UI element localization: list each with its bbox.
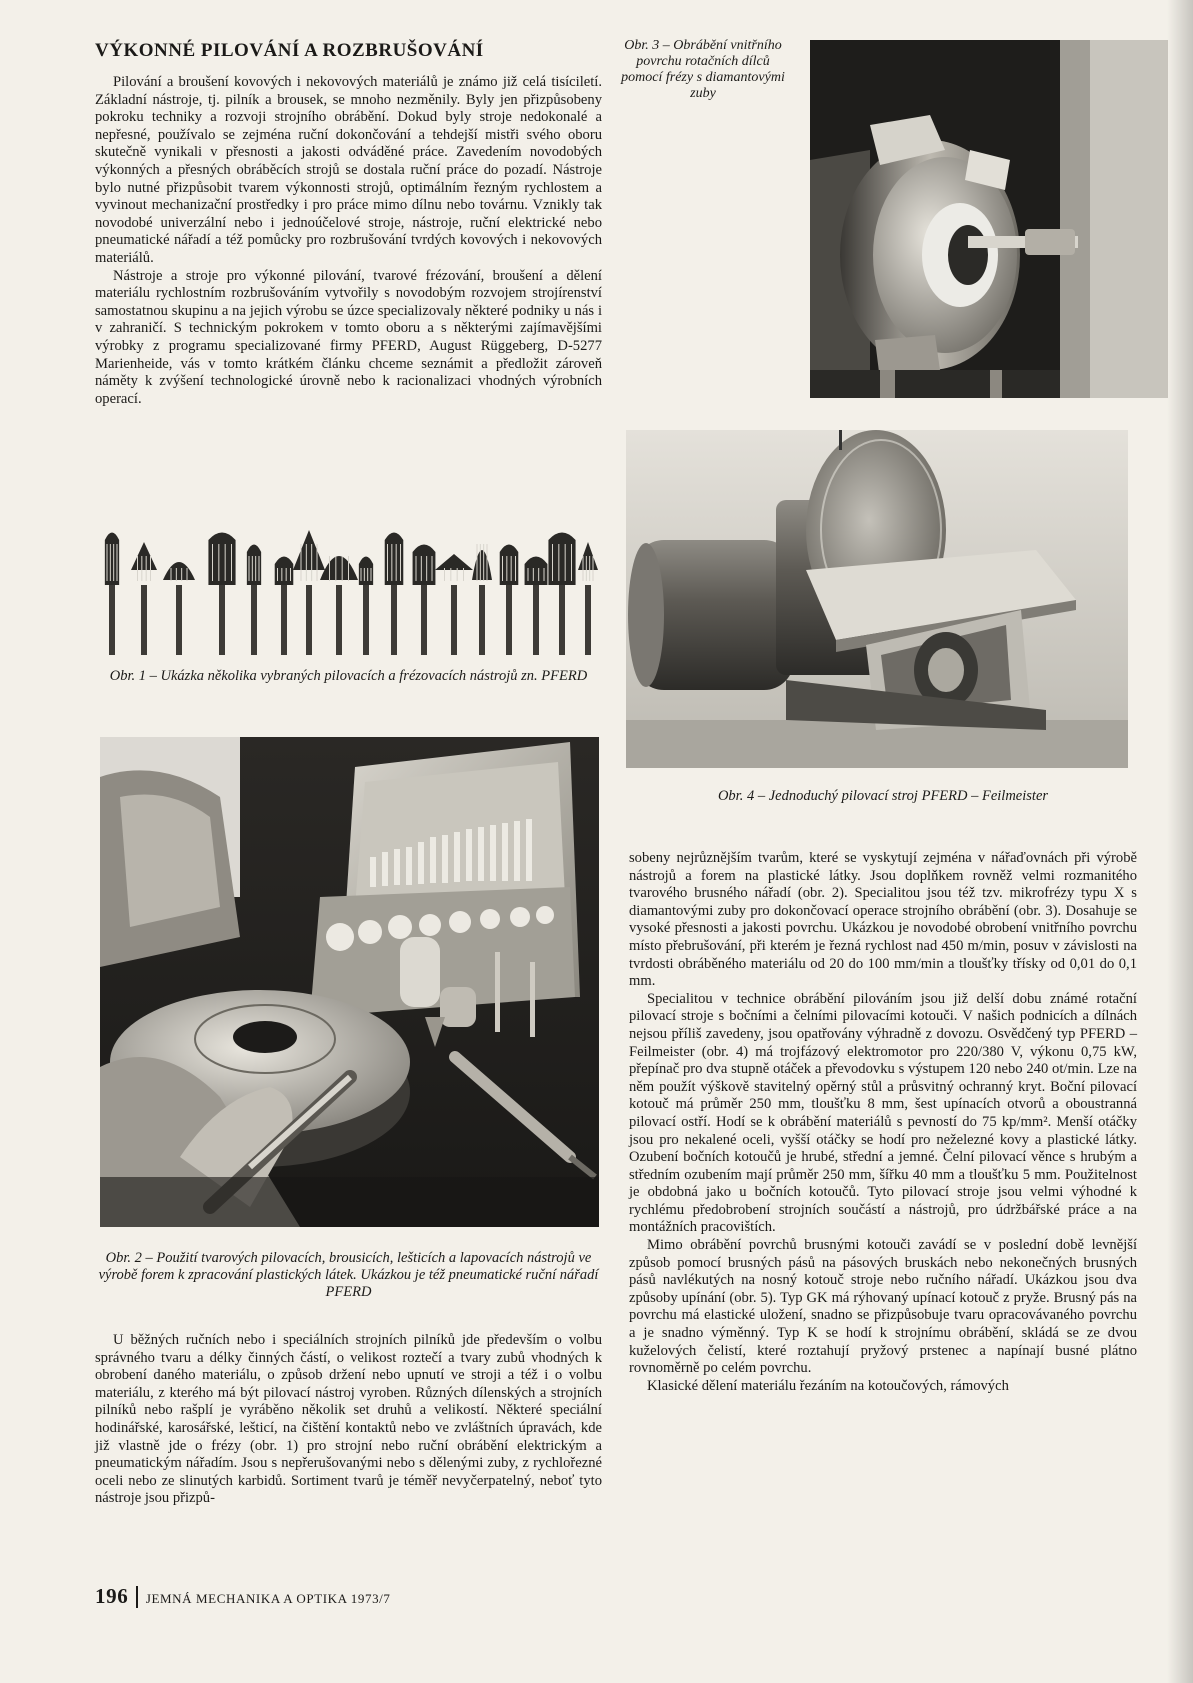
figure-3-lathe-photo [810, 40, 1168, 398]
body-text-col2 [629, 850, 1137, 1395]
figure-1-caption: Obr. 1 – Ukázka několika vybraných pilovacích a frézovacích nástrojů zn. PFERD [109, 668, 588, 684]
page-number: 196 [95, 1584, 129, 1608]
paragraph: Klasické dělení materiálu řezáním na kotoučových, rámových [647, 1377, 1009, 1394]
page-footer [95, 1584, 390, 1609]
figure-2-caption: Obr. 2 – Použití tvarových pilovacích, brousicích, lešticích a lapovacích nástrojů ve výrobě forem k zpracování plastických látek. Ukázkou je též pneumatické ruční nářadí PFERD [98, 1250, 599, 1300]
paragraph: Specialitou v technice obrábění pilováním jsou již delší dobu známé rotační pilovací stroje s bočními a čelními pilovacími kotouči. V našich podnicích a dílnách nejsou příliš zavedeny, jsou opatřovány výhradně z dovozu. Osvědčený typ PFERD – Feilmeister (obr. 4) má trojfázový elektromotor pro 220/380 V, výkonu 0,75 kW, přepínač pro dva stupně otáček a převodovku s výstupem 120 nebo 240 ot/min. Lze na něm použít výškově stavitelný opěrný stůl a průsvitný ochranný kryt. Boční pilovací kotouč má průměr 250 mm, tloušťku 8 mm, šest upínacích otvorů a oboustranná pilovací ostří. Hodí se k obrábění materiálů s pevností do 75 kp/mm². Menší otáčky jsou pro nekalené oceli, vyšší otáčky se hodí pro neželezné kovy a plastické látky. Ozubení bočních kotoučů je hrubé, střední a jemné. Čelní pilovací věnce s hrubým a středním ozubením mají průměr 250 mm, šířku 40 mm a tloušťku 5 mm. Použitelnost je obdobná jako u bočních kotoučů. Tyto pilovací stroje jsou velmi výhodné k rychlému předobrobení strojních součástí a nástrojů, pro údržbářské práce a na montážních pracovištích. [629, 990, 1137, 1236]
footer-divider [136, 1586, 138, 1608]
binding-shadow [1167, 0, 1193, 1683]
body-text-col1 [95, 1332, 602, 1508]
figure-4-caption: Obr. 4 – Jednoduchý pilovací stroj PFERD – Feilmeister [717, 788, 1049, 804]
intro-text [95, 74, 602, 408]
figure-2-workshop-photo [100, 737, 599, 1227]
figure-4-machine-photo [626, 430, 1128, 768]
figure-3-caption: Obr. 3 – Obrábění vnitřního povrchu rotačních dílců pomocí frézy s diamantovými zuby [621, 38, 785, 101]
figure-1-tools-photo [95, 525, 603, 657]
paragraph: Nástroje a stroje pro výkonné pilování, tvarové frézování, broušení a dělení materiálu rychlostním rozbrušováním vytvořily s novodobým rozvojem strojírenství samostatnou skupinu a na jejich výrobu se úzce specializovaly některé podniky u nás i v zahraničí. S technickým pokrokem v tomto oboru a s některými zajímavějšími výrobky z programu specializované firmy PFERD, August Rüggeberg, D-5277 Marienheide, vás v tomto krátkém článku chceme seznámit a předložit zároveň náměty k zvýšení technologické úrovně nebo k racionalizaci vhodných výrobních operací. [95, 267, 602, 407]
paragraph: U běžných ručních nebo i speciálních strojních pilníků jde především o volbu správného tvaru a délky činných částí, o velikost roztečí a tvary zubů vhodných k obrobení daného materiálu, o způsob držení nebo upnutí ve stroji a též i o volbu materiálu, z kterého má být pilovací nástroj vyroben. Různých dílenských a strojních pilníků nebo rašplí je vyráběno několik set druhů a velikostí. Některé speciální hodinářské, karosářské, lešticí, na čištění kontaktů nebo ve zvláštních úpravách, kde již vlastně jde o frézy (obr. 1) pro strojní nebo ruční obrábění elektrickým a pneumatickým nářadím. Jsou s nepřerušovanými nebo s dělenými zuby, z rychlořezné oceli nebo ze slinutých karbidů. Sortiment tvarů je téměř nevyčerpatelný, neboť tyto nástroje jsou přizpů- [95, 1332, 602, 1507]
journal-name: JEMNÁ MECHANIKA A OPTIKA 1973/7 [145, 1591, 391, 1606]
paragraph: sobeny nejrůznějším tvarům, které se vyskytují zejména v nářaďovnách při výrobě nástrojů a forem na plastické látky. Jsou doplňkem rovněž velmi rozmanitého tvarového brusného nářadí (obr. 2). Specialitou jsou též tzv. mikrofrézy typu X s diamantovými zuby pro dokončovací operace strojního obrábění (obr. 3). Dosahuje se vysoké přesnosti a jakosti povrchu. Ukázkou je novodobé obrobení vnitřního povrchu místo přebrušování, při kterém je řezná rychlost nad 450 m/min, posuv v závislosti na tvrdosti obráběného materiálu od 20 do 100 mm/min a tloušťky třísky od 0,01 do 0,1 mm. [629, 850, 1137, 990]
article-title: VÝKONNÉ PILOVÁNÍ A ROZBRUŠOVÁNÍ [95, 40, 484, 61]
paragraph: Mimo obrábění povrchů brusnými kotouči zavádí se v poslední době levnější způsob pomocí brusných pásů na pásových bruskách nebo nekonečných brusných pásů navlékutých na nosný kotouč stroje nebo ručního nářadí. Ukázkou jsou dva způsoby upínání (obr. 5). Typ GK má rýhovaný upínací kotouč z pryže. Brusný pás na povrchu má elastické uložení, snadno se přizpůsobuje tvaru opracovávaného povrchu a je snadno výměnný. Typ K se hodí k strojnímu obrábění, skládá se ze dvou kuželových čelistí, které roztahují pryžový prstenec a napínají busné plátno rovnoměrně po celém povrchu. [629, 1237, 1137, 1377]
paragraph: Pilování a broušení kovových i nekovových materiálů je známo již celá tisíciletí. Základní nástroje, tj. pilník a brousek, se mnoho nezměnily. Byly jen přizpůsobeny pokroku techniky a rozvoji strojního obrábění. Dokud byly stroje nedokonalé a nepřesné, používalo se zejména ruční dokončování a tehdejší mistři svého oboru skutečně vynikali v přesnosti a jakosti odváděné práce. Zavedením novodobých výkonných a přesných obráběcích strojů se dostala ruční práce do pozadí. Nástroje bylo nutné přizpůsobit tvarem výkonnosti strojů, optimálním řezným rychlostem a vyvinout mechanizační prostředky i pro práce mimo dílnu nebo továrnu. Vznikly tak novodobé univerzální nebo i jednoúčelové stroje, nástroje, ruční elektrické nebo pneumatické nářadí a též pomůcky pro rozbrušování tvrdých kovových i nekovových materiálů. [95, 74, 602, 266]
